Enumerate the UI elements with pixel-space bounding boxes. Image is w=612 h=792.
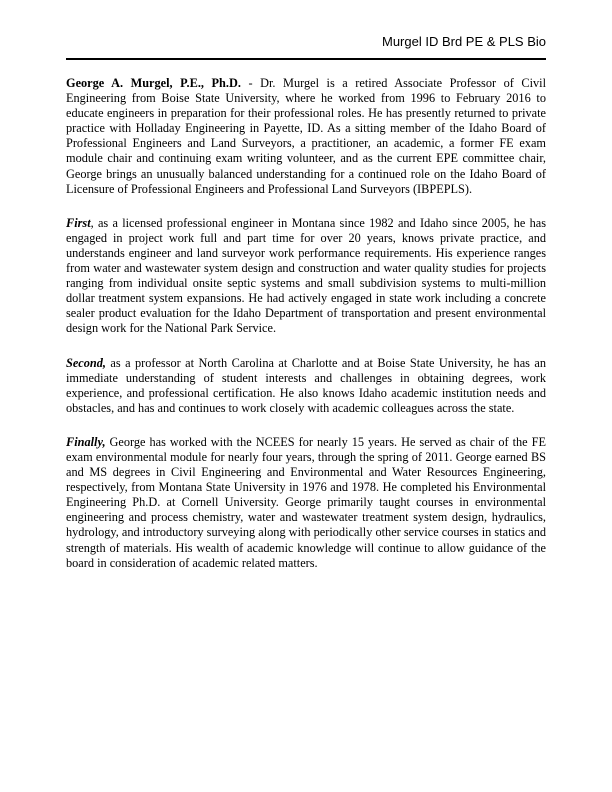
bio-paragraph-first (66, 216, 546, 337)
paragraph-text: as a professor at North Carolina at Charlotte and at Boise State University, he has an immediate understanding of student interests and challenges in obtaining degrees, work experience, and professional certification. He also knows Idaho academic institution needs and obstacles, and has and continues to work closely with academic colleagues across the state. (66, 355, 546, 415)
bio-paragraph-intro (66, 76, 546, 197)
paragraph-lead-name: George A. Murgel, P.E., Ph.D. (66, 76, 241, 90)
paragraph-text: - Dr. Murgel is a retired Associate Professor of Civil Engineering from Boise State University, where he worked from 1996 to February 2016 to educate engineers in preparation for their professional roles. He has presently returned to private practice with Holladay Engineering in Payette, ID. As a sitting member of the Idaho Board of Professional Engineers and Land Surveyors, a practitioner, an academic, a former FE exam module chair and continuing exam writing volunteer, and as the current EPE committee chair, George brings an unusually balanced understanding for a continued role on the Idaho Board of Licensure of Professional Engineers and Professional Land Surveyors (IBPEPLS). (66, 76, 547, 196)
bio-paragraph-finally (66, 435, 546, 571)
bio-paragraph-second (66, 356, 546, 416)
paragraph-lead-second: Second, (66, 355, 106, 370)
header-rule (66, 58, 546, 60)
paragraph-text: George has worked with the NCEES for nearly 15 years. He served as chair of the FE exam environmental module for nearly four years, through the spring of 2011. George earned BS and MS degrees in Civil Engineering and Environmental and Water Resources Engineering, respectively, from Montana State University in 1976 and 1978. He completed his Environmental Engineering Ph.D. at Cornell University. George primarily taught courses in environmental engineering and process chemistry, water and wastewater treatment system design, hydraulics, hydrology, and introductory surveying along with periodically other service courses in statics and strength of materials. His wealth of academic knowledge will continue to allow guidance of the board in consideration of academic related matters. (66, 434, 546, 570)
paragraph-lead-first: First (66, 215, 91, 230)
paragraph-text: , as a licensed professional engineer in Montana since 1982 and Idaho since 2005, he has engaged in project work full and part time for over 20 years, knows private practice, and understands engineer and land surveyor work performance requirements. His experience ranges from water and wastewater system design and construction and water quality studies for projects ranging from individual onsite septic systems and small subdivision systems to multi-million dollar treatment system expansions. He had actively engaged in state work including a concrete sealer product evaluation for the Idaho Department of transportation and present environmental design work for the National Park Service. (66, 215, 546, 336)
document-header-title: Murgel ID Brd PE & PLS Bio (381, 34, 546, 49)
document-body (66, 76, 546, 590)
paragraph-lead-finally: Finally, (66, 434, 106, 449)
